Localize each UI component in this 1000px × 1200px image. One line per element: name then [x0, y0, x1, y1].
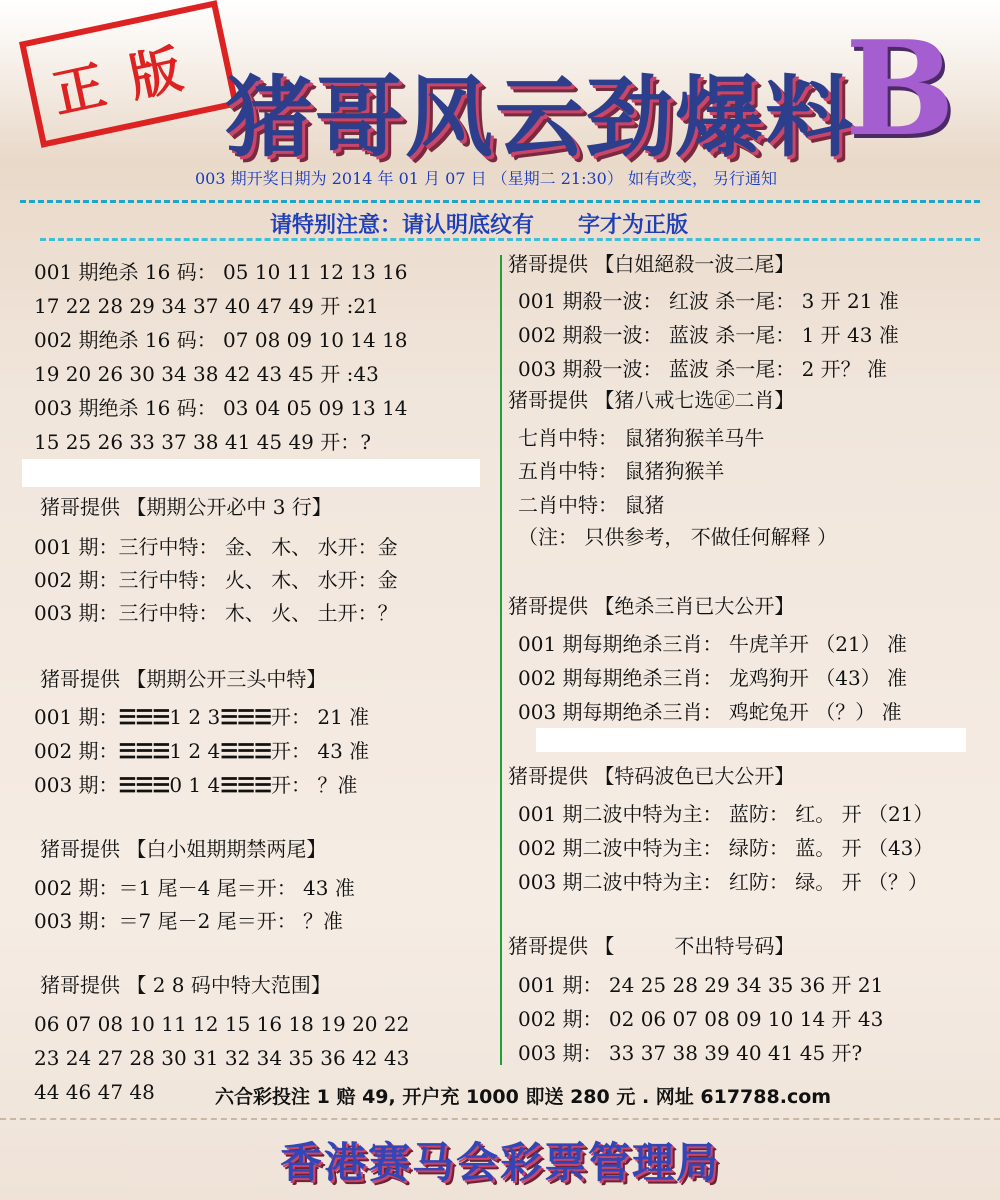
bajie-row: 五肖中特： 鼠猪狗猴羊: [518, 459, 725, 483]
kill3-row: 002 期每期绝杀三肖： 龙鸡狗开 （43） 准: [518, 666, 908, 690]
three-head-row: [34, 705, 369, 729]
wave-tail-row: 001 期殺一波： 红波 杀一尾： 3 开 21 准: [518, 289, 899, 313]
kill3-row: 001 期每期绝杀三肖： 牛虎羊开 （21） 准: [518, 632, 908, 656]
color-row: 001 期二波中特为主： 蓝防： 红。 开 （21）: [518, 802, 934, 826]
no-special-row: 003 期： 33 37 38 39 40 41 45 开?: [518, 1041, 863, 1065]
color-row: 002 期二波中特为主： 绿防： 蓝。 开 （43）: [518, 836, 934, 860]
head-digits: 0 1 4: [169, 773, 221, 797]
column-divider: [500, 255, 502, 1065]
wuxing-row: 001 期：三行中特： 金、 木、 水开：金: [34, 535, 398, 559]
bars-icon: ☰☰☰: [220, 705, 272, 729]
head-digits: 1 2 4: [169, 739, 221, 763]
edition-letter: B: [845, 12, 955, 165]
kill16-line: 003 期绝杀 16 码： 03 04 05 09 13 14: [34, 396, 408, 420]
wuxing-header: 猪哥提供 【期期公开必中 3 行】: [40, 495, 332, 519]
wuxing-row: 002 期：三行中特： 火、 木、 水开：金: [34, 568, 398, 592]
row-result: 开： 43 准: [271, 739, 370, 763]
kill16-line: 001 期绝杀 16 码： 05 10 11 12 13 16: [34, 260, 408, 284]
kill16-line: 002 期绝杀 16 码： 07 08 09 10 14 18: [34, 328, 408, 352]
advert-line: 六合彩投注 1 赔 49, 开户充 1000 即送 280 元 . 网址 617788.com: [215, 1086, 832, 1108]
bars-icon: ☰☰☰: [118, 739, 170, 763]
row-prefix: 003 期：: [34, 773, 119, 797]
row-prefix: 001 期：: [34, 705, 119, 729]
no-special-row: 001 期： 24 25 28 29 34 35 36 开 21: [518, 973, 884, 997]
bajie-row: 七肖中特： 鼠猪狗猴羊马牛: [518, 426, 765, 450]
no-special-header: 猪哥提供 【 不出特号码】: [508, 934, 795, 958]
bars-icon: ☰☰☰: [220, 773, 272, 797]
bars-icon: ☰☰☰: [220, 739, 272, 763]
range28-row: 06 07 08 10 11 12 15 16 18 19 20 22: [34, 1012, 410, 1036]
bajie-note: （注： 只供参考， 不做任何解释 ）: [518, 525, 838, 549]
redacted-area: [22, 459, 480, 487]
range28-header: 猪哥提供 【 2 8 码中特大范围】: [40, 973, 331, 997]
color-header: 猪哥提供 【特码波色已大公开】: [508, 764, 795, 788]
page-title: 猪哥风云劲爆料: [225, 66, 856, 169]
three-head-row: [34, 773, 357, 797]
range28-row: 44 46 47 48: [34, 1080, 155, 1104]
kill16-line: 15 25 26 33 37 38 41 45 49 开：?: [34, 430, 371, 454]
draw-date-info: 003 期开奖日期为 2014 年 01 月 07 日 （星期二 21:30） 如有改变， 另行通知: [195, 169, 778, 188]
bajie-header: 猪哥提供 【猪八戒七选㊣二肖】: [508, 388, 795, 412]
row-result: 开： ？准: [271, 773, 358, 797]
wave-tail-row: 003 期殺一波： 蓝波 杀一尾： 2 开？ 准: [518, 357, 888, 381]
kill16-line: 19 20 26 30 34 38 42 43 45 开 :43: [34, 362, 379, 386]
tails-header: 猪哥提供 【白小姐期期禁两尾】: [40, 837, 327, 861]
kill3-row: 003 期每期绝杀三肖： 鸡蛇兔开 （？） 准: [518, 700, 902, 724]
tails-row: 003 期：＝7 尾－2 尾＝开： ？准: [34, 909, 344, 933]
footer-title: 香港赛马会彩票管理局: [279, 1138, 720, 1187]
three-head-header: 猪哥提供 【期期公开三头中特】: [40, 667, 327, 691]
row-result: 开： 21 准: [271, 705, 370, 729]
genuine-stamp: 正版: [19, 0, 239, 148]
redacted-area: [536, 728, 966, 752]
color-row: 003 期二波中特为主： 红防： 绿。 开 （？）: [518, 870, 928, 894]
tails-row: 002 期：＝1 尾－4 尾＝开： 43 准: [34, 876, 355, 900]
range28-row: 23 24 27 28 30 31 32 34 35 36 42 43: [34, 1046, 410, 1070]
bars-icon: ☰☰☰: [118, 773, 170, 797]
wave-tail-row: 002 期殺一波： 蓝波 杀一尾： 1 开 43 准: [518, 323, 899, 347]
three-head-row: [34, 739, 369, 763]
head-digits: 1 2 3: [169, 705, 221, 729]
wave-divider-top: [20, 200, 980, 203]
kill16-line: 17 22 28 29 34 37 40 47 49 开 :21: [34, 294, 379, 318]
wave-tail-header: 猪哥提供 【白姐絕殺一波二尾】: [508, 252, 795, 276]
wuxing-row: 003 期：三行中特： 木、 火、 土开：？: [34, 601, 398, 625]
footer-divider: [0, 1118, 1000, 1120]
bars-icon: ☰☰☰: [118, 705, 170, 729]
bajie-row: 二肖中特： 鼠猪: [518, 493, 665, 517]
authenticity-notice: 请特别注意：请认明底纹有 字才为正版: [270, 213, 689, 238]
row-prefix: 002 期：: [34, 739, 119, 763]
kill3-header: 猪哥提供 【绝杀三肖已大公开】: [508, 594, 795, 618]
no-special-row: 002 期： 02 06 07 08 09 10 14 开 43: [518, 1007, 884, 1031]
